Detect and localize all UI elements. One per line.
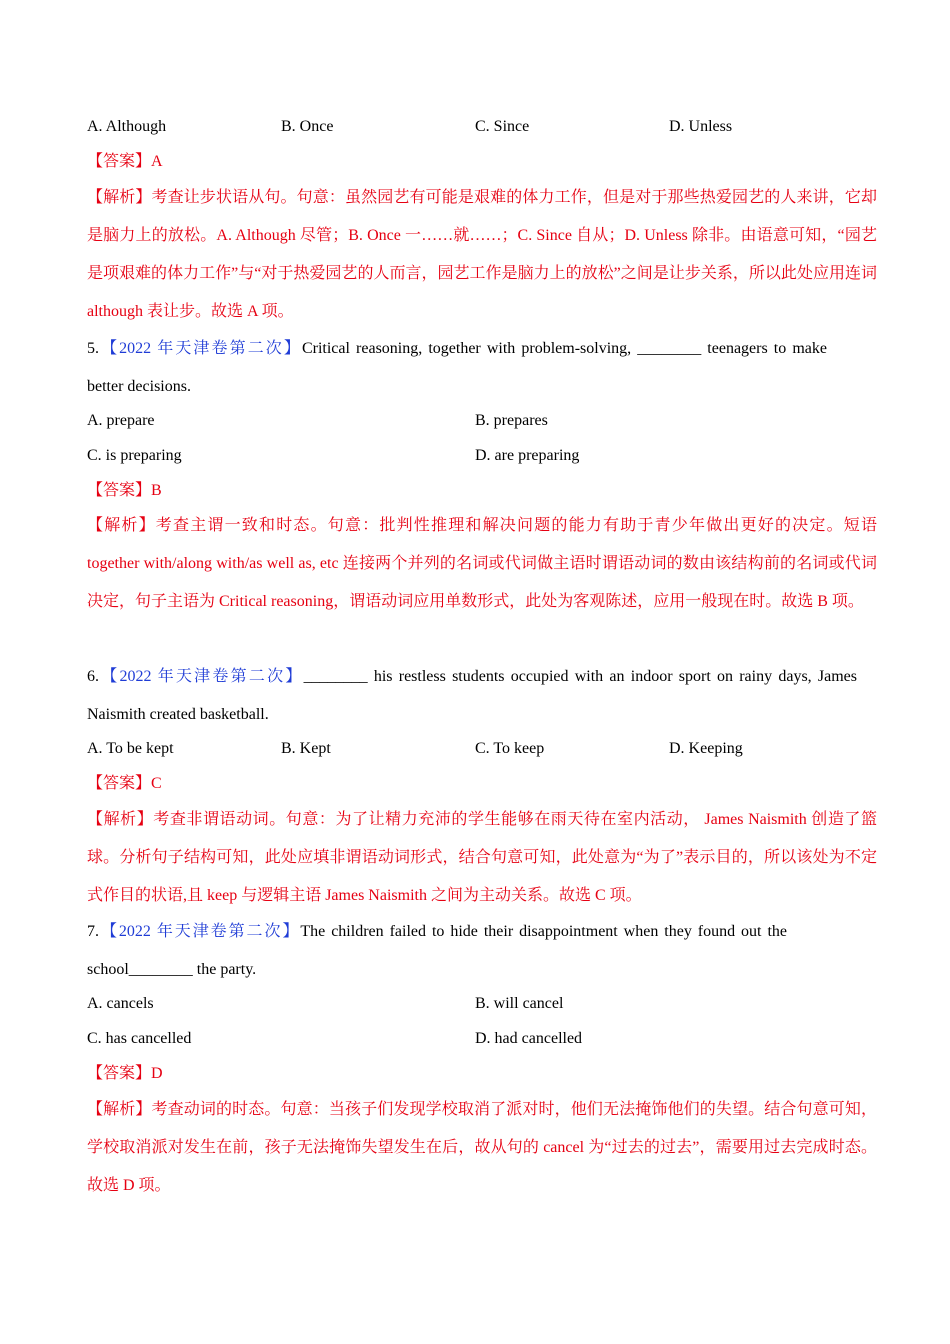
q6-stem-block: [87, 658, 857, 734]
q5-option-b: B. prepares: [475, 412, 548, 429]
q6-option-d: D. Keeping: [669, 740, 743, 757]
q7-number: 7.: [87, 923, 99, 940]
q7-option-b: B. will cancel: [475, 995, 564, 1012]
q6-option-c: C. To keep: [475, 740, 545, 757]
q4-answer: 【答案】A: [87, 153, 163, 170]
q4-analysis: 【解析】考查让步状语从句。句意：虽然园艺有可能是艰难的体力工作，但是对于那些热爱园艺的人来讲，它却是脑力上的放松。A. Although 尽管；B. Once 一……就……；C. Since 自从；D. Unless 除非。由语意可知，“园艺是项艰难的体力工作”与“对于热爱园艺的人而言，园艺工作是脑力上的放松”之间是让步关系，所以此处应用连词 although 表让步。故选 A 项。: [87, 189, 877, 320]
q7-stem: The children failed to hide their disappointment when they found out the school________ the party.: [87, 923, 787, 978]
q6-stem: ________ his restless students occupied with an indoor sport on rainy days, James Naismith created basketball.: [87, 668, 857, 723]
q7-source: 【2022 年天津卷第二次】: [99, 923, 301, 940]
q5-options-row2: [87, 438, 863, 474]
q6-options: [87, 731, 877, 767]
q5-option-a: A. prepare: [87, 412, 155, 429]
q4-option-a: A. Although: [87, 118, 167, 135]
q4-option-c: C. Since: [475, 118, 530, 135]
q5-options-row1: [87, 403, 863, 439]
q6-analysis: 【解析】考查非谓语动词。句意：为了让精力充沛的学生能够在雨天待在室内活动， James Naismith 创造了篮球。分析句子结构可知，此处应填非谓语动词形式，结合句意可知，此处意为“为了”表示目的，所以该处为不定式作目的状语,且 keep 与逻辑主语 James Naismith 之间为主动关系。故选 C 项。: [87, 811, 877, 904]
q7-answer: 【答案】D: [87, 1065, 163, 1082]
q4-option-d: D. Unless: [669, 118, 733, 135]
q7-option-c: C. has cancelled: [87, 1030, 192, 1047]
q5-answer: 【答案】B: [87, 482, 162, 499]
q4-option-b: B. Once: [281, 118, 334, 135]
q5-stem-block: [87, 330, 827, 406]
q5-option-d: D. are preparing: [475, 447, 580, 464]
q7-stem-block: [87, 913, 787, 989]
q7-options-row1: [87, 986, 863, 1022]
q5-number: 5.: [87, 340, 99, 357]
q5-analysis: 【解析】考查主谓一致和时态。句意：批判性推理和解决问题的能力有助于青少年做出更好的决定。短语 together with/along with/as well as, etc 连接两个并列的名词或代词做主语时谓语动词的数由该结构前的名词或代词决定，句子主语为 Critical reasoning，谓语动词应用单数形式，此处为客观陈述，应用一般现在时。故选 B 项。: [87, 517, 877, 610]
q6-answer: 【答案】C: [87, 775, 162, 792]
q6-number: 6.: [87, 668, 99, 685]
q7-option-a: A. cancels: [87, 995, 154, 1012]
q7-analysis: 【解析】考查动词的时态。句意：当孩子们发现学校取消了派对时，他们无法掩饰他们的失望。结合句意可知，学校取消派对发生在前，孩子无法掩饰失望发生在后，故从句的 cancel 为“过去的过去”，需要用过去完成时态。故选 D 项。: [87, 1101, 877, 1194]
q5-stem: Critical reasoning, together with problem-solving, ________ teenagers to make better decisions.: [87, 340, 827, 395]
q6-source: 【2022 年天津卷第二次】: [99, 668, 304, 685]
q4-options: [87, 109, 877, 145]
q7-option-d: D. had cancelled: [475, 1030, 583, 1047]
q7-options-row2: [87, 1021, 863, 1057]
q5-source: 【2022 年天津卷第二次】: [99, 340, 302, 357]
q6-option-a: A. To be kept: [87, 740, 174, 757]
q5-option-c: C. is preparing: [87, 447, 182, 464]
q6-option-b: B. Kept: [281, 740, 331, 757]
